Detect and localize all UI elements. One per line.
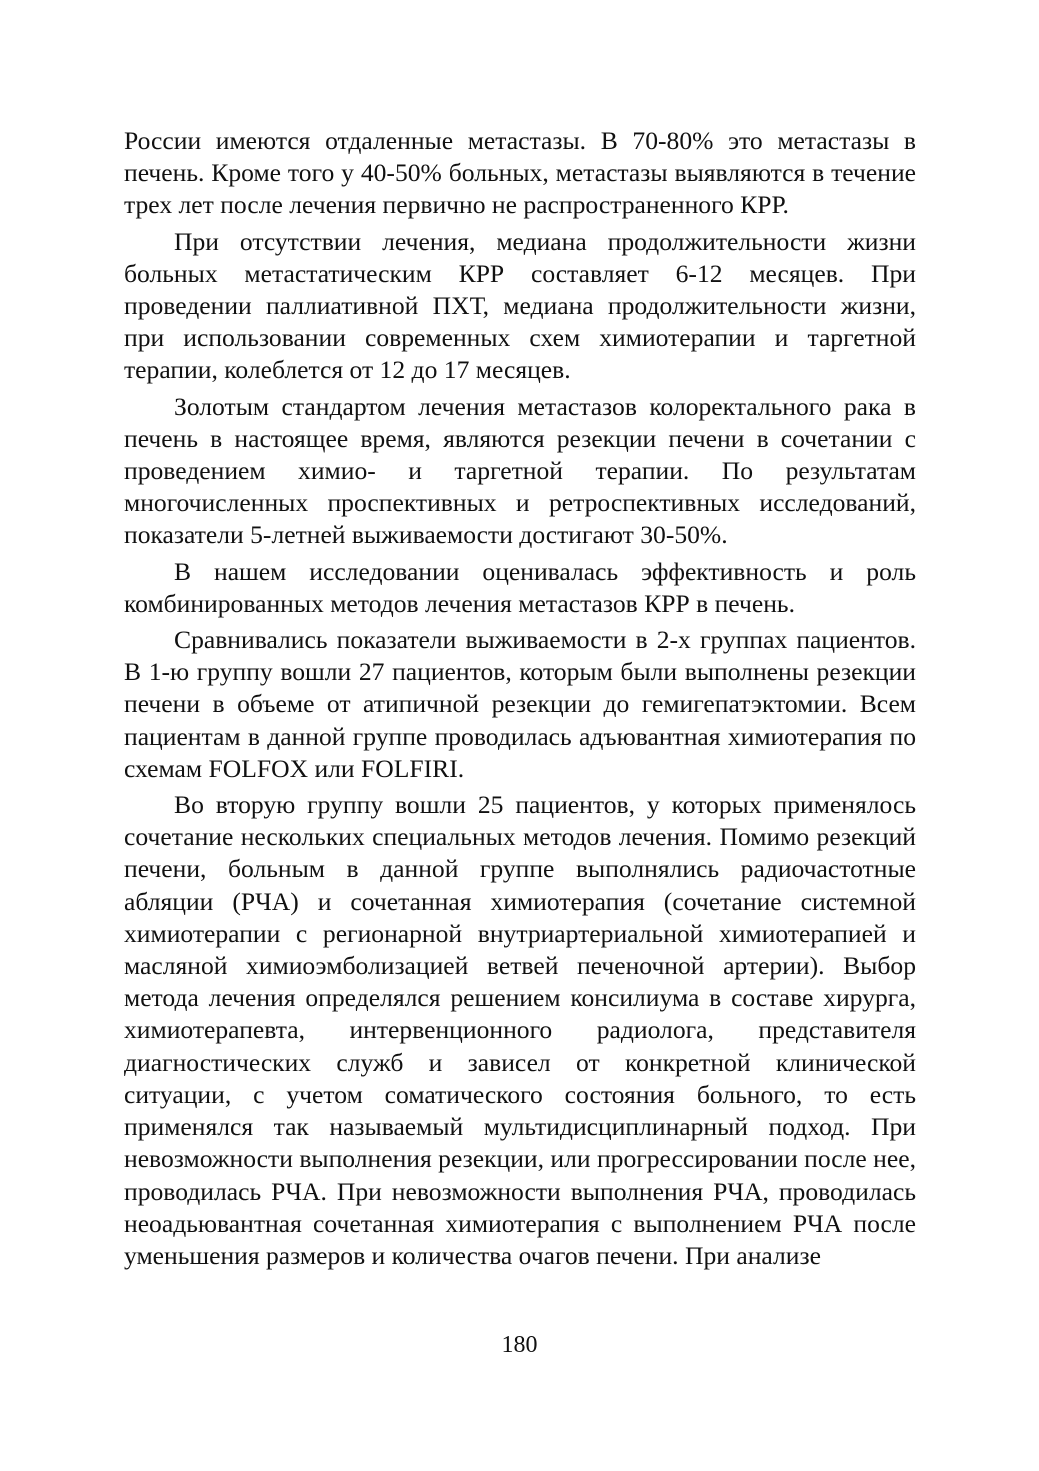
- paragraph-group-two: Во вторую группу вошли 25 пациентов, у которых применялось сочетание нескольких специальных методов лечения. Помимо резекций печени, больным в данной группе выполнялись радиочастотные абляции (РЧА) и сочетанная химиотерапия (сочетание системной химиотерапии с регионарной внутриартериальной химиотерапией и масляной химиоэмболизацией ветвей печеночной артерии). Выбор метода лечения определялся решением консилиума в составе хирурга, химиотерапевта, интервенционного радиолога, представителя диагностических служб и зависел от конкретной клинической ситуации, с учетом соматического состояния больного, то есть применялся так называемый мультидисциплинарный подход. При невозможности выполнения резекции, или прогрессировании после нее, проводилась РЧА. При невозможности выполнения РЧА, проводилась неоадьювантная сочетанная химиотерапия с выполнением РЧА после уменьшения размеров и количества очагов печени. При анализе: [124, 790, 916, 1270]
- paragraph-study-aim: В нашем исследовании оценивалась эффективность и роль комбинированных методов лечения метастазов КРР в печень.: [124, 556, 916, 618]
- body-text: [124, 125, 916, 1276]
- paragraph-gold-standard: Золотым стандартом лечения метастазов колоректального рака в печень в настоящее время, являются резекции печени в сочетании с проведением химио- и таргетной терапии. По результатам многочисленных проспективных и ретроспективных исследований, показатели 5-летней выживаемости достигают 30-50%.: [124, 391, 916, 550]
- paragraph-continued: России имеются отдаленные метастазы. В 70-80% это метастазы в печень. Кроме того у 40-50% больных, метастазы выявляются в течение трех лет после лечения первично не распространенного КРР.: [124, 126, 916, 220]
- paragraph-group-one: Сравнивались показатели выживаемости в 2-х группах пациентов. В 1-ю группу вошли 27 пациентов, которым были выполнены резекции печени в объеме от атипичной резекции до гемигепатэктомии. Всем пациентам в данной группе проводилась адъювантная химиотерапия по схемам FOLFOX или FOLFIRI.: [124, 625, 916, 783]
- paragraph-survival-median: При отсутствии лечения, медиана продолжительности жизни больных метастатическим КРР составляет 6-12 месяцев. При проведении паллиативной ПХТ, медиана продолжительности жизни, при использовании современных схем химиотерапии и таргетной терапии, колеблется от 12 до 17 месяцев.: [124, 226, 916, 385]
- page-number: 180: [501, 1332, 538, 1358]
